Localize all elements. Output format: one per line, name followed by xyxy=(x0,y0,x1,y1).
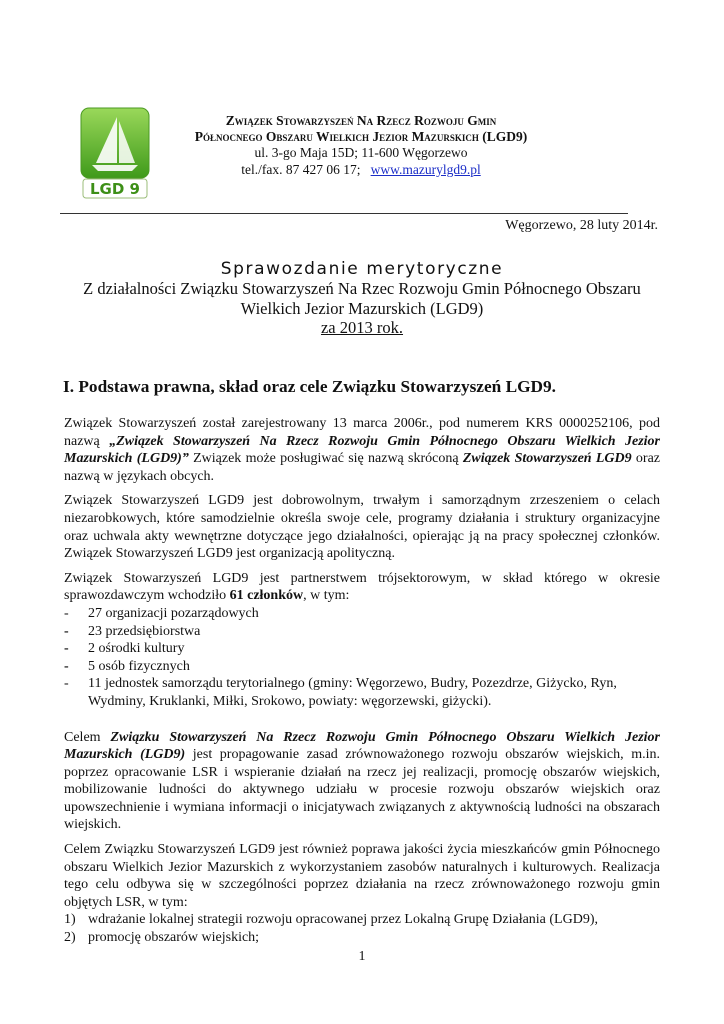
members-list xyxy=(64,605,660,711)
paragraph-character: Związek Stowarzyszeń LGD9 jest dobrowolnym, trwałym i samorządnym zrzeszeniem o celach niezarobkowych, które samodzielnie określa swoje cele, programy działania i struktury organizacyjne oraz uchwala akty wewnętrzne dotyczące jego działalności, opierając ją na pracy społecznej członków. Związek Stowarzyszeń LGD9 jest organizacją apolityczną. xyxy=(64,493,660,562)
website-link[interactable]: www.mazurylgd9.pl xyxy=(370,161,481,177)
lgd9-logo xyxy=(80,107,150,199)
org-contact xyxy=(186,162,536,178)
list-item: - 11 jednostek samorządu terytorialnego (gminy: Węgorzewo, Budry, Pozezdrze, Giżycko, Ryn, Wydminy, Kruklanki, Miłki, Srokowo, powiaty: węgorzewski, giżycki). xyxy=(64,675,660,710)
title-block xyxy=(60,259,664,338)
organization-header xyxy=(186,113,536,178)
list-item: - 23 przedsiębiorstwa xyxy=(64,623,660,641)
paragraph-quality-of-life: Celem Związku Stowarzyszeń LGD9 jest również poprawa jakości życia mieszkańców gmin Północnego obszaru Wielkich Jezior Mazurskich z wykorzystaniem zasobów naturalnych i kulturowych. Realizacja tego celu odbywa się w szczególności poprzez działania na rzecz zrównoważonego rozwoju gmin objętych LSR, w tym: xyxy=(64,842,660,910)
paragraph-members: Związek Stowarzyszeń LGD9 jest partnerstwem trójsektorowym, w skład którego w okresie sprawozdawczym wchodziło 61 członków, w tym: xyxy=(64,570,660,604)
header-divider xyxy=(60,213,628,214)
document-year: za 2013 rok. xyxy=(320,318,404,337)
list-item: - 5 osób fizycznych xyxy=(64,658,660,676)
document-title: Sprawozdanie merytoryczne xyxy=(220,259,504,279)
org-name-line2: Północnego Obszaru Wielkich Jezior Mazurskich (LGD9) xyxy=(194,129,528,145)
page-number: 1 xyxy=(358,949,366,964)
list-item: 1) wdrażanie lokalnej strategii rozwoju opracowanej przez Lokalną Grupę Działania (LGD9), xyxy=(64,912,598,928)
org-address: ul. 3-go Maja 15D; 11-600 Węgorzewo xyxy=(254,145,468,161)
org-name-line1: Związek Stowarzyszeń Na Rzecz Rozwoju Gmin xyxy=(225,113,497,128)
list-item: - 2 ośrodki kultury xyxy=(64,640,660,658)
section-heading: I. Podstawa prawna, skład oraz cele Związku Stowarzyszeń LGD9. xyxy=(63,377,556,396)
document-date: Węgorzewo, 28 luty 2014r. xyxy=(505,218,658,233)
paragraph-registration: Związek Stowarzyszeń został zarejestrowany 13 marca 2006r., pod numerem KRS 0000252106, pod nazwą „Związek Stowarzyszeń Na Rzecz Rozwoju Gmin Północnego Obszaru Wielkich Jezior Mazurskich (LGD9)” Związek może posługiwać się nazwą skróconą Związek Stowarzyszeń LGD9 oraz nazwą w językach obcych. xyxy=(64,416,661,484)
document-subtitle: Z działalności Związku Stowarzyszeń Na Rzec Rozwoju Gmin Północnego Obszaru Wielkich Jezior Mazurskich (LGD9) xyxy=(83,279,641,318)
paragraph-goal: Celem Związku Stowarzyszeń Na Rzecz Rozwoju Gmin Północnego Obszaru Wielkich Jezior Mazurskich (LGD9) jest propagowanie zasad zrównoważonego rozwoju obszarów wiejskich, m.in. poprzez opracowanie LSR i wspieranie działań na rzecz jej realizacji, promocję obszarów wiejskich, mobilizowanie ludności do aktywnego udziału w procesie rozwoju obszarów wiejskich oraz upowszechnienie i wymiana informacji o inicjatywach związanych z aktywnością ludności na obszarach wiejskich. xyxy=(64,729,660,833)
org-phone: tel./fax. 87 427 06 17; xyxy=(241,161,361,177)
list-item: 2) promocję obszarów wiejskich; xyxy=(64,930,260,946)
body-content xyxy=(64,415,660,947)
list-item: - 27 organizacji pozarządowych xyxy=(64,605,660,623)
goals-list xyxy=(64,911,660,946)
logo-text: LGD 9 xyxy=(90,180,140,198)
